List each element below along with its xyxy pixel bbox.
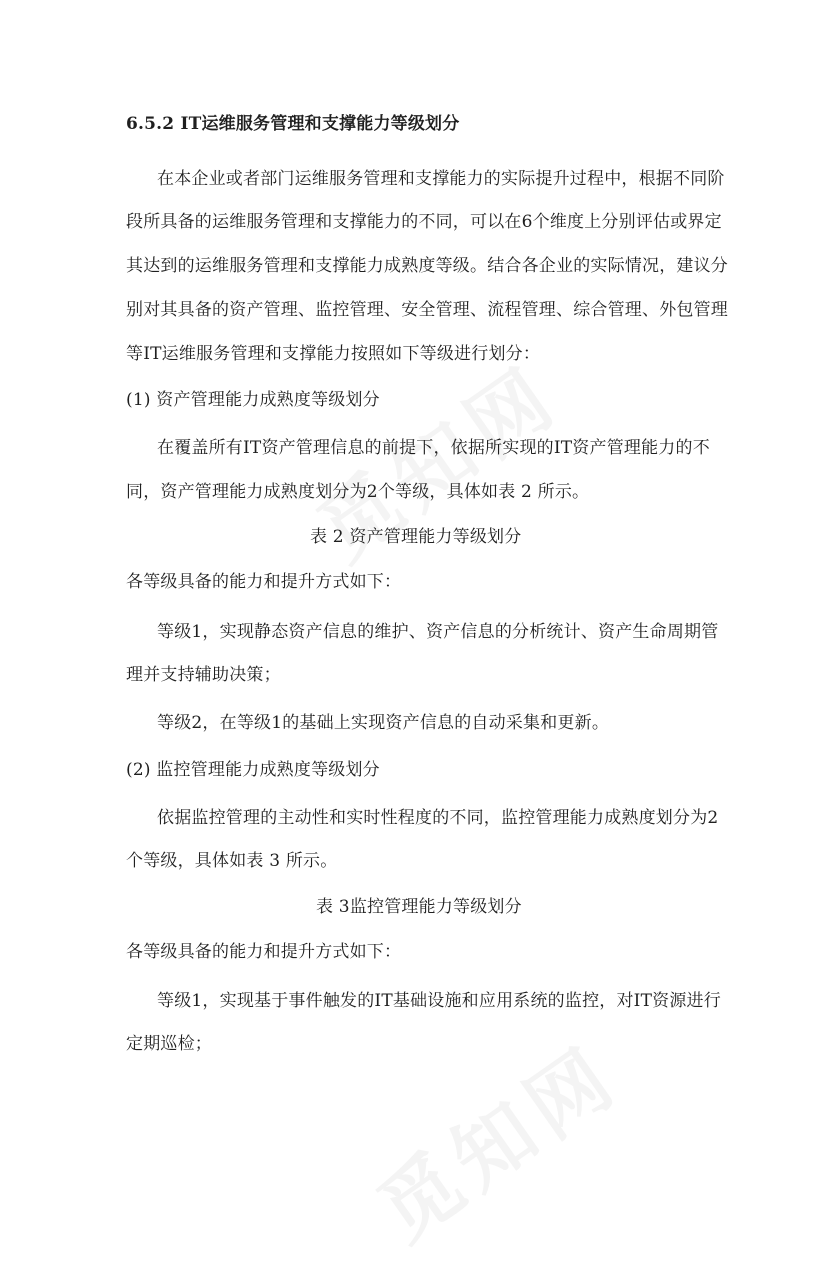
paragraph-line: 依据监控管理的主动性和实时性程度的不同，监控管理能力成熟度划分为2 [157,808,719,828]
paragraph-line: 其达到的运维服务管理和支撑能力成熟度等级。结合各企业的实际情况，建议分 [126,256,728,276]
levels-intro: 各等级具备的能力和提升方式如下： [126,942,402,962]
level-item: 等级2，在等级1的基础上实现资产信息的自动采集和更新。 [157,713,610,733]
section-heading: 6.5.2 IT运维服务管理和支撑能力等级划分 [126,114,460,134]
paragraph-line: 段所具备的运维服务管理和支撑能力的不同，可以在6个维度上分别评估或界定 [126,212,722,232]
paragraph-line: 等IT运维服务管理和支撑能力按照如下等级进行划分： [126,344,541,364]
paragraph-line: 别对其具备的资产管理、监控管理、安全管理、流程管理、综合管理、外包管理 [126,300,728,320]
level-item: 等级1，实现基于事件触发的IT基础设施和应用系统的监控，对IT资源进行 [157,991,721,1011]
watermark-bottom [351,1013,638,1262]
subsection-title-asset: (1) 资产管理能力成熟度等级划分 [126,390,380,410]
subsection-title-monitoring: (2) 监控管理能力成熟度等级划分 [126,760,380,780]
levels-intro: 各等级具备的能力和提升方式如下： [126,572,402,592]
paragraph-line: 同，资产管理能力成熟度划分为2个等级，具体如表 2 所示。 [126,482,590,502]
table-caption-3: 表 3监控管理能力等级划分 [316,897,522,917]
level-item-cont: 理并支持辅助决策； [126,665,281,685]
paragraph-line: 个等级，具体如表 3 所示。 [126,851,338,871]
paragraph-line: 在本企业或者部门运维服务管理和支撑能力的实际提升过程中，根据不同阶 [157,169,725,189]
level-item-cont: 定期巡检； [126,1034,212,1054]
paragraph-line: 在覆盖所有IT资产管理信息的前提下，依据所实现的IT资产管理能力的不 [157,438,710,458]
table-caption-2: 表 2 资产管理能力等级划分 [310,527,522,547]
level-item: 等级1，实现静态资产信息的维护、资产信息的分析统计、资产生命周期管 [157,622,719,642]
